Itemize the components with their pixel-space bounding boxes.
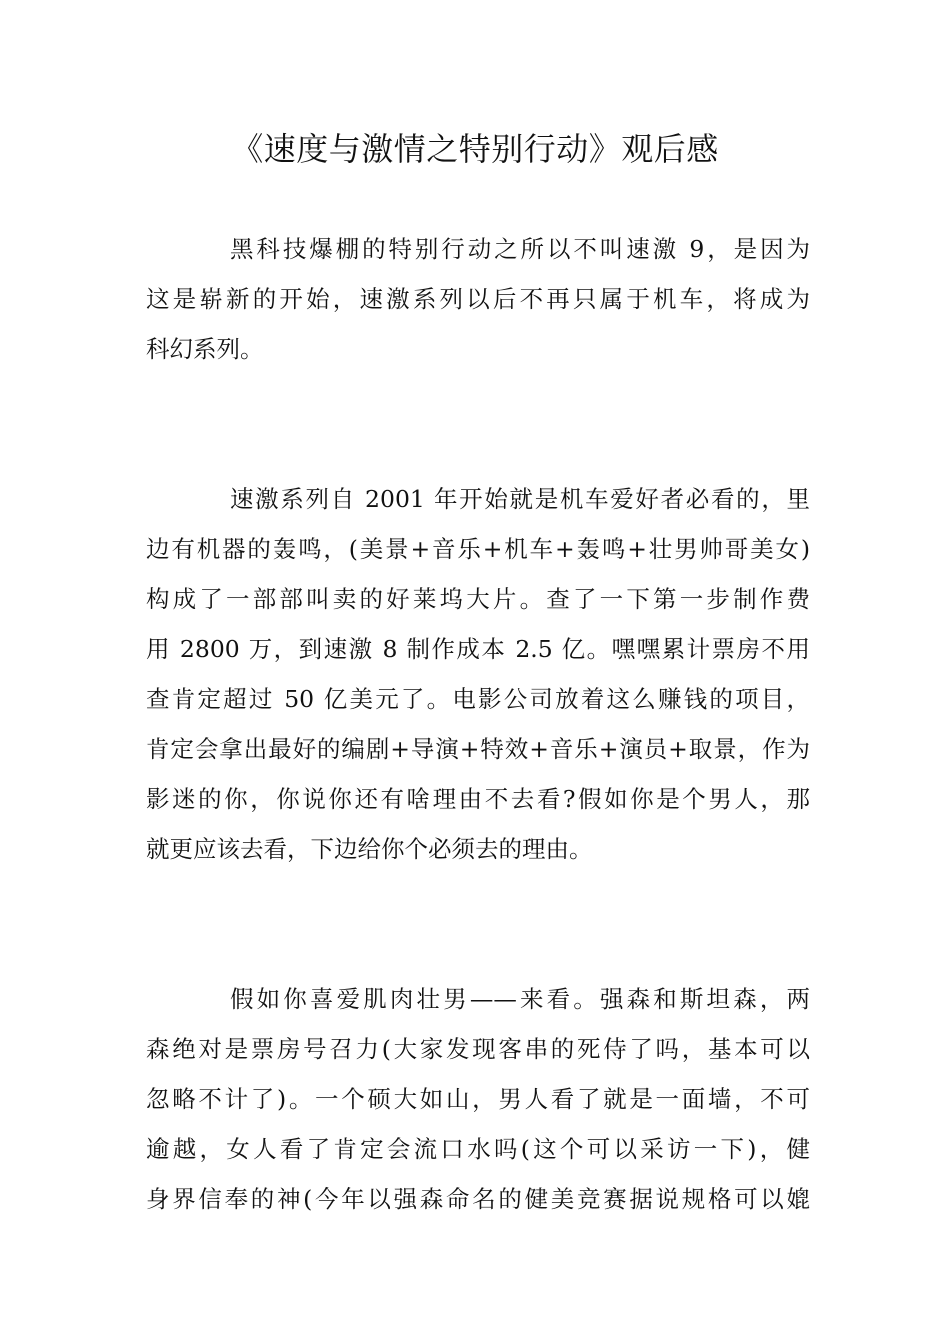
paragraph-line: 就更应该去看，下边给你个必须去的理由。 [146, 835, 593, 863]
paragraph-line: 肯定会拿出最好的编剧+导演+特效+音乐+演员+取景，作为 [146, 735, 810, 763]
paragraph-line: 用 2800 万，到速激 8 制作成本 2.5 亿。嘿嘿累计票房不用 [146, 635, 810, 663]
paragraph-line: 速激系列自 2001 年开始就是机车爱好者必看的，里 [230, 485, 810, 513]
paragraph-line: 身界信奉的神(今年以强森命名的健美竞赛据说规格可以媲 [146, 1185, 810, 1213]
paragraph-line: 影迷的你，你说你还有啥理由不去看?假如你是个男人，那 [146, 785, 810, 813]
paragraph-line: 假如你喜爱肌肉壮男——来看。强森和斯坦森，两 [230, 985, 810, 1013]
paragraph-line: 黑科技爆棚的特别行动之所以不叫速激 9，是因为 [230, 235, 810, 263]
paragraph-line: 边有机器的轰鸣，(美景+音乐+机车+轰鸣+壮男帅哥美女) [146, 535, 810, 563]
paragraph-line: 忽略不计了)。一个硕大如山，男人看了就是一面墙，不可 [146, 1085, 810, 1113]
paragraph-3 [146, 974, 810, 1224]
paragraph-line: 构成了一部部叫卖的好莱坞大片。查了一下第一步制作费 [146, 585, 810, 613]
paragraph-line: 科幻系列。 [146, 335, 264, 363]
paragraph-1 [146, 224, 810, 374]
paragraph-line: 这是崭新的开始，速激系列以后不再只属于机车，将成为 [146, 285, 810, 313]
paragraph-line: 森绝对是票房号召力(大家发现客串的死侍了吗，基本可以 [146, 1035, 810, 1063]
paragraph-2 [146, 474, 810, 874]
document-title: 《速度与激情之特别行动》观后感 [231, 130, 719, 168]
paragraph-line: 逾越，女人看了肯定会流口水吗(这个可以采访一下)，健 [146, 1135, 810, 1163]
paragraph-line: 查肯定超过 50 亿美元了。电影公司放着这么赚钱的项目， [146, 685, 810, 713]
